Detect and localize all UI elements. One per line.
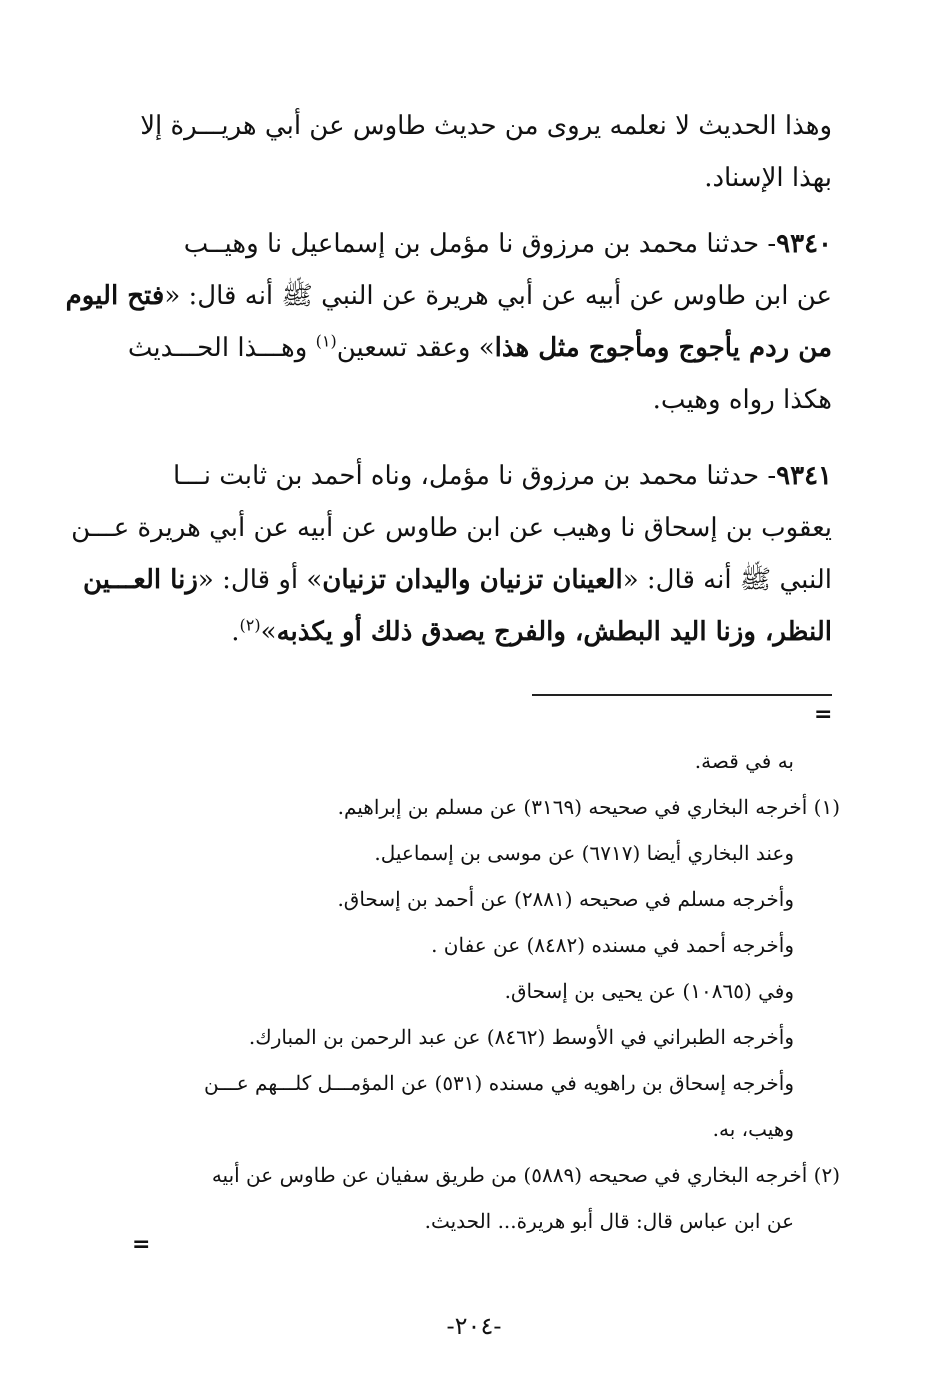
continuation-mark-bottom: = bbox=[132, 1232, 151, 1257]
hadith-9340-quote-b: من ردم يأجوج ومأجوج مثل هذا bbox=[494, 333, 832, 363]
footnote-1-line-8: وهيب، به. bbox=[712, 1117, 794, 1141]
hadith-number-9340: ٩٣٤٠ bbox=[776, 229, 832, 259]
footnote-1-line-1: (١) أخرجه البخاري في صحيحه (٣١٦٩) عن مسلم بن إبراهيم. bbox=[337, 795, 840, 819]
hadith-9341-text-4b: . bbox=[231, 617, 240, 647]
hadith-9340-quote-a: فتح اليوم bbox=[65, 281, 165, 311]
hadith-9341-line-1 bbox=[112, 450, 832, 502]
footnote-1-line-2: وعند البخاري أيضا (٦٧١٧) عن موسى بن إسماعيل. bbox=[374, 841, 794, 865]
hadith-9340-line-3 bbox=[112, 322, 832, 374]
hadith-9341-text-1: - حدثنا محمد بن مرزوق نا مؤمل، وناه أحمد بن ثابت نـــا bbox=[172, 461, 777, 491]
intro-line-2: بهذا الإسناد. bbox=[704, 163, 832, 193]
hadith-9340-line-1 bbox=[112, 218, 832, 270]
hadith-9341-line-4 bbox=[112, 606, 832, 658]
continuation-mark-top: = bbox=[814, 702, 833, 727]
hadith-9341-quote-c: النظر، وزنا اليد البطش، والفرج يصدق ذلك أو يكذبه bbox=[276, 617, 832, 647]
hadith-9341-text-4: » bbox=[260, 617, 277, 647]
hadith-9341-text-3b: » أو قال: « bbox=[197, 565, 323, 595]
hadith-9341-quote-a: العينان تزنيان واليدان تزنيان bbox=[322, 565, 623, 595]
footnote-ref-2[interactable]: (٢) bbox=[239, 615, 261, 635]
hadith-9340-text-1: - حدثنا محمد بن مرزوق نا مؤمل بن إسماعيل نا وهيــب bbox=[183, 229, 777, 259]
footnote-continuation: به في قصة. bbox=[694, 749, 794, 773]
hadith-9341-text-3a: النبي ﷺ أنه قال: « bbox=[622, 565, 832, 595]
footnote-ref-1[interactable]: (١) bbox=[315, 331, 337, 351]
hadith-9340-line-2 bbox=[65, 270, 832, 322]
footnote-1-line-6: وأخرجه الطبراني في الأوسط (٨٤٦٢) عن عبد الرحمن بن المبارك. bbox=[248, 1025, 794, 1049]
footnote-2-line-1: (٢) أخرجه البخاري في صحيحه (٥٨٨٩) من طريق سفيان عن طاوس عن أبيه bbox=[211, 1163, 840, 1187]
hadith-9341-quote-b: زنا العـــين bbox=[82, 565, 198, 595]
footnote-2-line-2: عن ابن عباس قال: قال أبو هريرة... الحديث. bbox=[424, 1209, 794, 1233]
hadith-9341-line-3 bbox=[82, 554, 832, 606]
hadith-9340-text-3: » وعقد تسعين bbox=[336, 333, 495, 363]
hadith-number-9341: ٩٣٤١ bbox=[776, 461, 832, 491]
footnote-1-line-7: وأخرجه إسحاق بن راهويه في مسنده (٥٣١) عن المؤمـــل كلـــهم عـــن bbox=[203, 1071, 794, 1095]
footnote-separator bbox=[532, 694, 832, 696]
hadith-9340-text-3b: وهـــذا الحـــديث bbox=[127, 333, 316, 363]
hadith-9341 bbox=[71, 450, 832, 658]
page-number: -٢٠٤- bbox=[446, 1312, 502, 1340]
intro-line-1: وهذا الحديث لا نعلمه يروى من حديث طاوس عن أبي هريـــرة إلا bbox=[140, 111, 832, 141]
hadith-9341-line-2: يعقوب بن إسحاق نا وهيب عن ابن طاوس عن أبيه عن أبي هريرة عـــن bbox=[71, 513, 832, 543]
intro-paragraph bbox=[112, 100, 832, 204]
footnote-1-line-5: وفي (١٠٨٦٥) عن يحيى بن إسحاق. bbox=[504, 979, 794, 1003]
footnote-1-line-3: وأخرجه مسلم في صحيحه (٢٨٨١) عن أحمد بن إسحاق. bbox=[337, 887, 794, 911]
hadith-9340 bbox=[65, 218, 832, 426]
hadith-9340-text-2: عن ابن طاوس عن أبيه عن أبي هريرة عن النبي ﷺ أنه قال: « bbox=[164, 281, 832, 311]
footnotes bbox=[130, 738, 840, 1244]
footnote-1-line-4: وأخرجه أحمد في مسنده (٨٤٨٢) عن عفان . bbox=[431, 933, 794, 957]
hadith-9340-line-4: هكذا رواه وهيب. bbox=[652, 385, 832, 415]
